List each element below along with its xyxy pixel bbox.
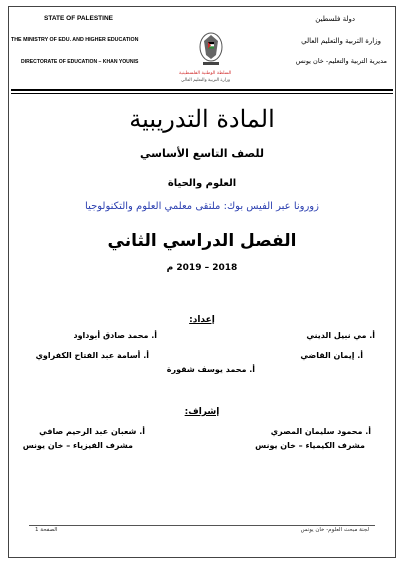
header-ar-ministry: وزارة التربية والتعليم العالي	[301, 37, 381, 45]
author-name: أ. مي نبيل الديني	[306, 331, 375, 340]
subject-title: العلوم والحياة	[167, 178, 237, 189]
footer-page-number: الصفحة 1	[35, 527, 58, 533]
semester-title: الفصل الدراسي الثاني	[107, 231, 297, 251]
academic-year: 2018 – 2019 م	[166, 263, 238, 273]
header-ar-state: دولة فلسطين	[315, 15, 355, 23]
header-rule-top	[11, 89, 393, 91]
supervisor-role: مشرف الفيزياء – خان يونس	[22, 441, 133, 450]
footer-rule	[29, 525, 375, 526]
prepared-label: إعداد:	[189, 315, 215, 325]
seal-caption-authority: السلطة الوطنية الفلسطينية	[179, 71, 232, 76]
palestine-emblem-icon	[197, 29, 225, 69]
supervisor-name: أ. محمود سليمان المصري	[270, 427, 371, 436]
seal-caption-ministry: وزارة التربية والتعليم العالي	[181, 78, 231, 83]
footer-committee: لجنة مبحث العلوم- خان يونس	[300, 527, 369, 533]
header-en-ministry: THE MINISTRY OF EDU. AND HIGHER EDUCATION	[11, 37, 139, 43]
grade-subtitle: للصف التاسع الأساسي	[140, 147, 264, 160]
supervisor-role: مشرف الكيمياء – خان يونس	[255, 441, 365, 450]
supervisor-name: أ. شعبان عبد الرحيم صافي	[39, 427, 145, 436]
header-rule-bottom	[11, 93, 393, 94]
supervision-label: إشراف:	[184, 407, 220, 417]
document-page	[8, 6, 396, 558]
header-ar-directorate: مديرية التربية والتعليم- خان يونس	[295, 57, 387, 65]
author-name: أ. إيمان القاضي	[300, 351, 363, 360]
author-name: أ. محمد صادق أبوداود	[73, 331, 157, 340]
facebook-link[interactable]: زورونا عبر الفيس بوك: ملتقى معلمي العلوم والتكنولوجيا	[85, 201, 319, 212]
header-en-directorate: DIRECTORATE OF EDUCATION – KHAN YOUNIS	[21, 59, 139, 65]
author-name: أ. محمد يوسف شقورة	[166, 365, 255, 374]
author-name: أ. أسامة عبد الفتاح الكفراوي	[35, 351, 149, 360]
header-en-state: STATE OF PALESTINE	[44, 15, 113, 22]
main-title: المادة التدريبية	[129, 105, 275, 133]
